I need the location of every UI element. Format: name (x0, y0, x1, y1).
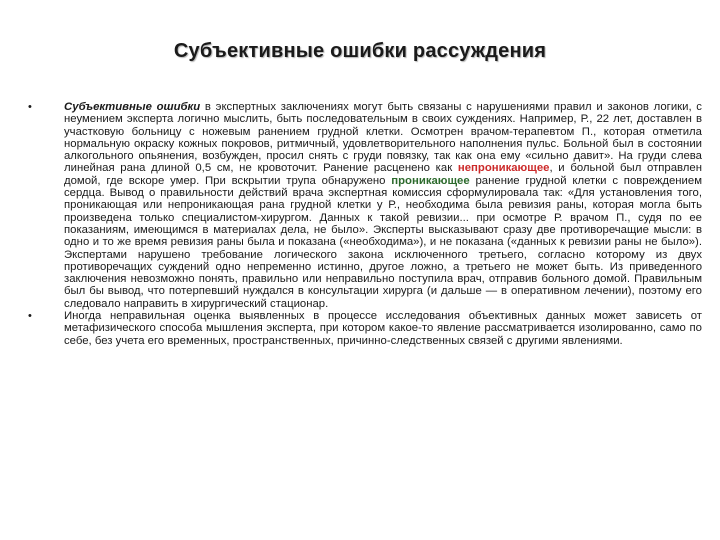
bullet-term: Субъективные ошибки (64, 101, 201, 113)
highlight-nonpenetrating: непроникающее (457, 162, 550, 175)
slide-title: Субъективные ошибки рассуждения (173, 40, 547, 62)
bullet-text: Иногда неправильная оценка выявленных в процессе исследования объективных данных может зависеть от метафизического способа мышления эксперта, при котором какое-то явление рассматривается изолированно, само по себе, без учета его временных, пространственных, причинно-следственных связей с другими явлениями. (64, 310, 702, 347)
bullet-marker: • (28, 310, 32, 323)
highlight-penetrating: проникающее (391, 174, 470, 187)
bullet-text-part1: в экспертных заключениях могут быть связаны с нарушениями правил и законов логики, с неумением эксперта логично мыслить, быть последовательным в своих суждениях. Например, Р., 22 лет, доставлен в участковую больницу с ножевым ранением грудной клетки. Осмотрен врачом-терапевтом П., которая отметила нормальную окраску кожных покровов, ритмичный, удовлетворительного наполнения пульс. Больной был в состоянии алкогольного опьянения, возбужден, просил снять с груди повязку, так как она ему «сильно давит». На груди слева линейная рана длиной 0,5 см, не кровоточит. Ранение расценено как (64, 101, 702, 175)
bullet-marker: • (28, 101, 32, 113)
bullet-text-part3: ранение грудной клетки с повреждением сердца. Вывод о правильности действий врача экспертная комиссия сформулировала так: «Для установления того, проникающая или непроникающая рана грудной клетки у Р., необходима была ревизия раны, которая могла быть произведена только специалистом-хирургом. Данных к такой ревизии... при осмотре Р. врачом П., судя по ее показаниям, имеющимся в материалах дела, не было». Эксперты высказывают сразу две противоречащие мысли: в одно и то же время ревизия раны была и показана («необходима»), и не показана («данных к ревизии раны не было»). Экспертами нарушено требование логического закона исключенного третьего, согласно которому из двух противоречащих суждений одно непременно истинно, другое ложно, а третьего не может быть. Из приведенного заключения невозможно понять, правильно или неправильно поступила врач, отправив больного домой. Правильным был бы вывод, что потерпевший нуждался в консультации хирурга (и дальше — в оперативном лечении), поэтому его следовало направить в хирургический стационар. (64, 174, 702, 310)
bullet-item-metaphysical-thinking (28, 310, 702, 347)
bullet-text-part2: , и больной был отправлен домой, где вскоре умер. При вскрытии трупа обнаружено (64, 162, 702, 187)
bullet-list (28, 101, 702, 347)
bullet-item-subjective-errors (28, 101, 702, 310)
